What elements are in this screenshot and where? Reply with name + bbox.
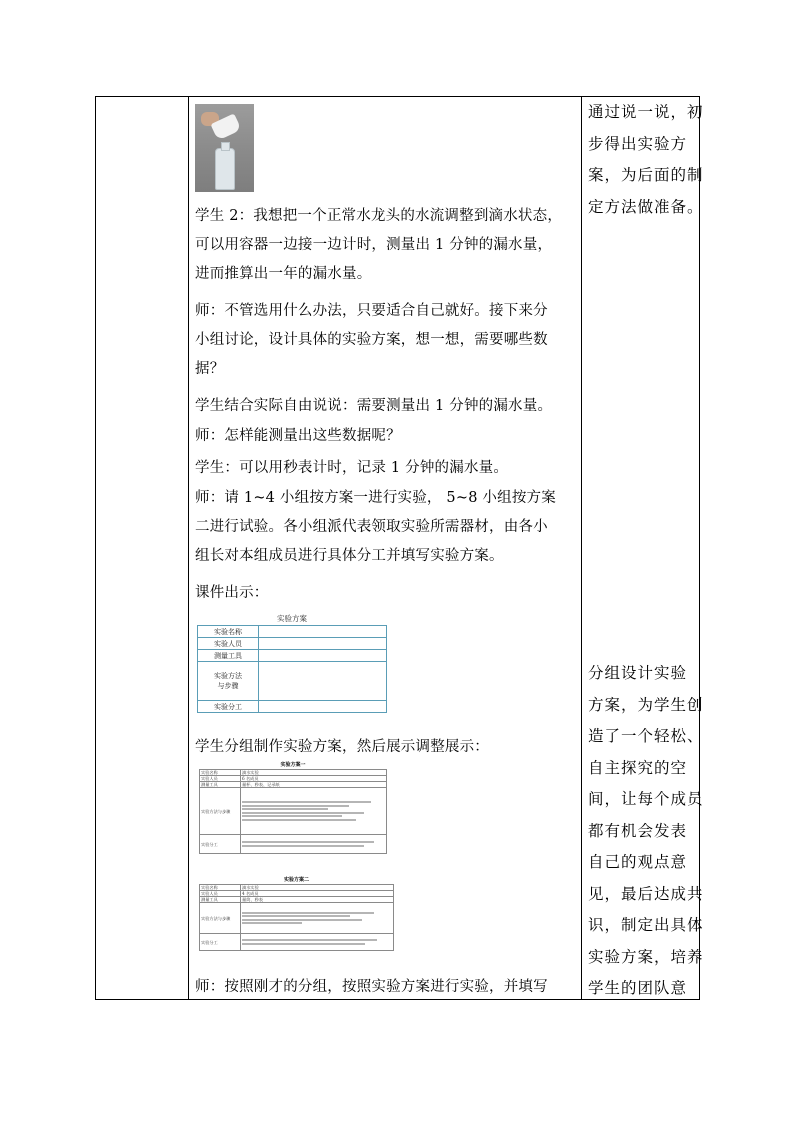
plan2-row-value: 量筒、秒表 (241, 897, 394, 903)
side-note-line: 实验方案，培养 (588, 947, 704, 966)
students-say-line: 学生结合实际自由说说：需要测量出 1 分钟的漏水量。 (195, 398, 553, 414)
plan1-row-label: 实验分工 (200, 835, 241, 854)
side-note-line: 识，制定出具体 (588, 916, 704, 934)
plan-row-label: 测量工具 (198, 650, 259, 662)
side-note-line: 自主探究的空 (588, 758, 688, 777)
plan1-row-value: 6 名成员 (241, 776, 387, 782)
side-note-line: 见，最后达成共 (588, 884, 704, 903)
text-line: 组长对本组成员进行具体分工并填写实验方案。 (195, 548, 504, 564)
plan2-method-text (241, 903, 394, 934)
student-reply-line: 学生：可以用秒表计时，记录 1 分钟的漏水量。 (195, 460, 509, 476)
plan1-row-value: 滴水实验 (241, 770, 387, 776)
plan2-title: 实验方案二 (283, 877, 309, 883)
plan2-image (199, 876, 394, 960)
plan2-roles-text (241, 934, 394, 951)
text-line: 进而推算出一年的漏水量。 (195, 266, 372, 282)
teacher3-paragraph (195, 484, 577, 571)
plan1-image (199, 761, 387, 865)
plan2-row-label: 实验名称 (200, 885, 241, 891)
side-note-line: 造了一个轻松、 (588, 727, 704, 745)
plan-row-value (259, 650, 387, 662)
text-line: 小组讨论，设计具体的实验方案，想一想，需要哪些数 (195, 332, 548, 348)
plan1-roles-text (241, 835, 387, 854)
plan1-row-label: 测量工具 (200, 782, 241, 788)
side-note-line: 步得出实验方 (588, 134, 688, 153)
bottle-shape (215, 148, 235, 190)
experiment-photo (195, 104, 254, 192)
plan-template-table (197, 625, 387, 713)
side-note-line: 都有机会发表 (588, 821, 688, 840)
student2-paragraph (195, 202, 577, 289)
column-divider-right (581, 97, 582, 999)
side-note-line: 分组设计实验 (588, 664, 688, 682)
plan2-row-value: 滴水实验 (241, 885, 394, 891)
plan1-row-label: 实验名称 (200, 770, 241, 776)
plan-row-label: 实验名称 (198, 626, 259, 638)
plan-row-label: 实验人员 (198, 638, 259, 650)
plan-template-title: 实验方案 (277, 614, 307, 623)
side-note-line: 间，让每个成员 (588, 790, 704, 808)
text-line: 师：请 1~4 小组按方案一进行实验， 5~8 小组按方案 (195, 490, 556, 506)
plan2-row-label: 测量工具 (200, 897, 241, 903)
text-line: 学生 2：我想把一个正常水龙头的水流调整到滴水状态， (195, 208, 563, 224)
side-note-line: 方案，为学生创 (588, 695, 704, 714)
side-note-line: 案，为后面的制 (588, 166, 704, 184)
plan2-row-label: 实验方法与步骤 (200, 903, 241, 934)
plan1-row-label: 实验人员 (200, 776, 241, 782)
teacher2-line: 师：怎样能测量出这些数据呢？ (195, 428, 401, 444)
text-line: 师：不管选用什么办法，只要适合自己就好。接下来分 (195, 303, 548, 319)
plan2-row-value: 4 名成员 (241, 891, 394, 897)
text-line: 二进行试验。各小组派代表领取实验所需器材，由各小 (195, 519, 548, 535)
plan2-row-label: 实验人员 (200, 891, 241, 897)
plan1-row-value: 量杯、秒表、记录纸 (241, 782, 387, 788)
courseware-label: 课件出示： (195, 585, 269, 601)
side-note-line: 自己的观点意 (588, 853, 688, 871)
plan-row-label: 实验方法 与步骤 (198, 662, 259, 701)
side-note-line: 学生的团队意 (588, 979, 688, 997)
side-note-line: 定方法做准备。 (588, 197, 704, 216)
side-note-top (588, 97, 704, 223)
text-line: 据？ (195, 361, 225, 377)
side-note-bottom (588, 658, 704, 1005)
plan-row-value (259, 638, 387, 650)
teacher4-line: 师：按照刚才的分组，按照实验方案进行实验，并填写 (195, 979, 548, 995)
text-line: 可以用容器一边接一边计时，测量出 1 分钟的漏水量， (195, 237, 553, 253)
column-divider-left (188, 97, 189, 999)
plan-template-image (196, 611, 388, 724)
teacher1-paragraph (195, 297, 577, 384)
plan-row-value (259, 626, 387, 638)
plan1-table (199, 769, 387, 854)
plan2-row-label: 实验分工 (200, 934, 241, 951)
plan2-table (199, 884, 394, 951)
plan-row-value (259, 662, 387, 701)
side-note-line: 通过说一说，初 (588, 103, 704, 121)
plan-row-label: 实验分工 (198, 701, 259, 713)
plan1-method-text (241, 788, 387, 835)
plan-row-value (259, 701, 387, 713)
plan1-title: 实验方案一 (280, 762, 306, 768)
plan1-row-label: 实验方法与步骤 (200, 788, 241, 835)
students-make-line: 学生分组制作实验方案，然后展示调整展示： (195, 739, 489, 755)
